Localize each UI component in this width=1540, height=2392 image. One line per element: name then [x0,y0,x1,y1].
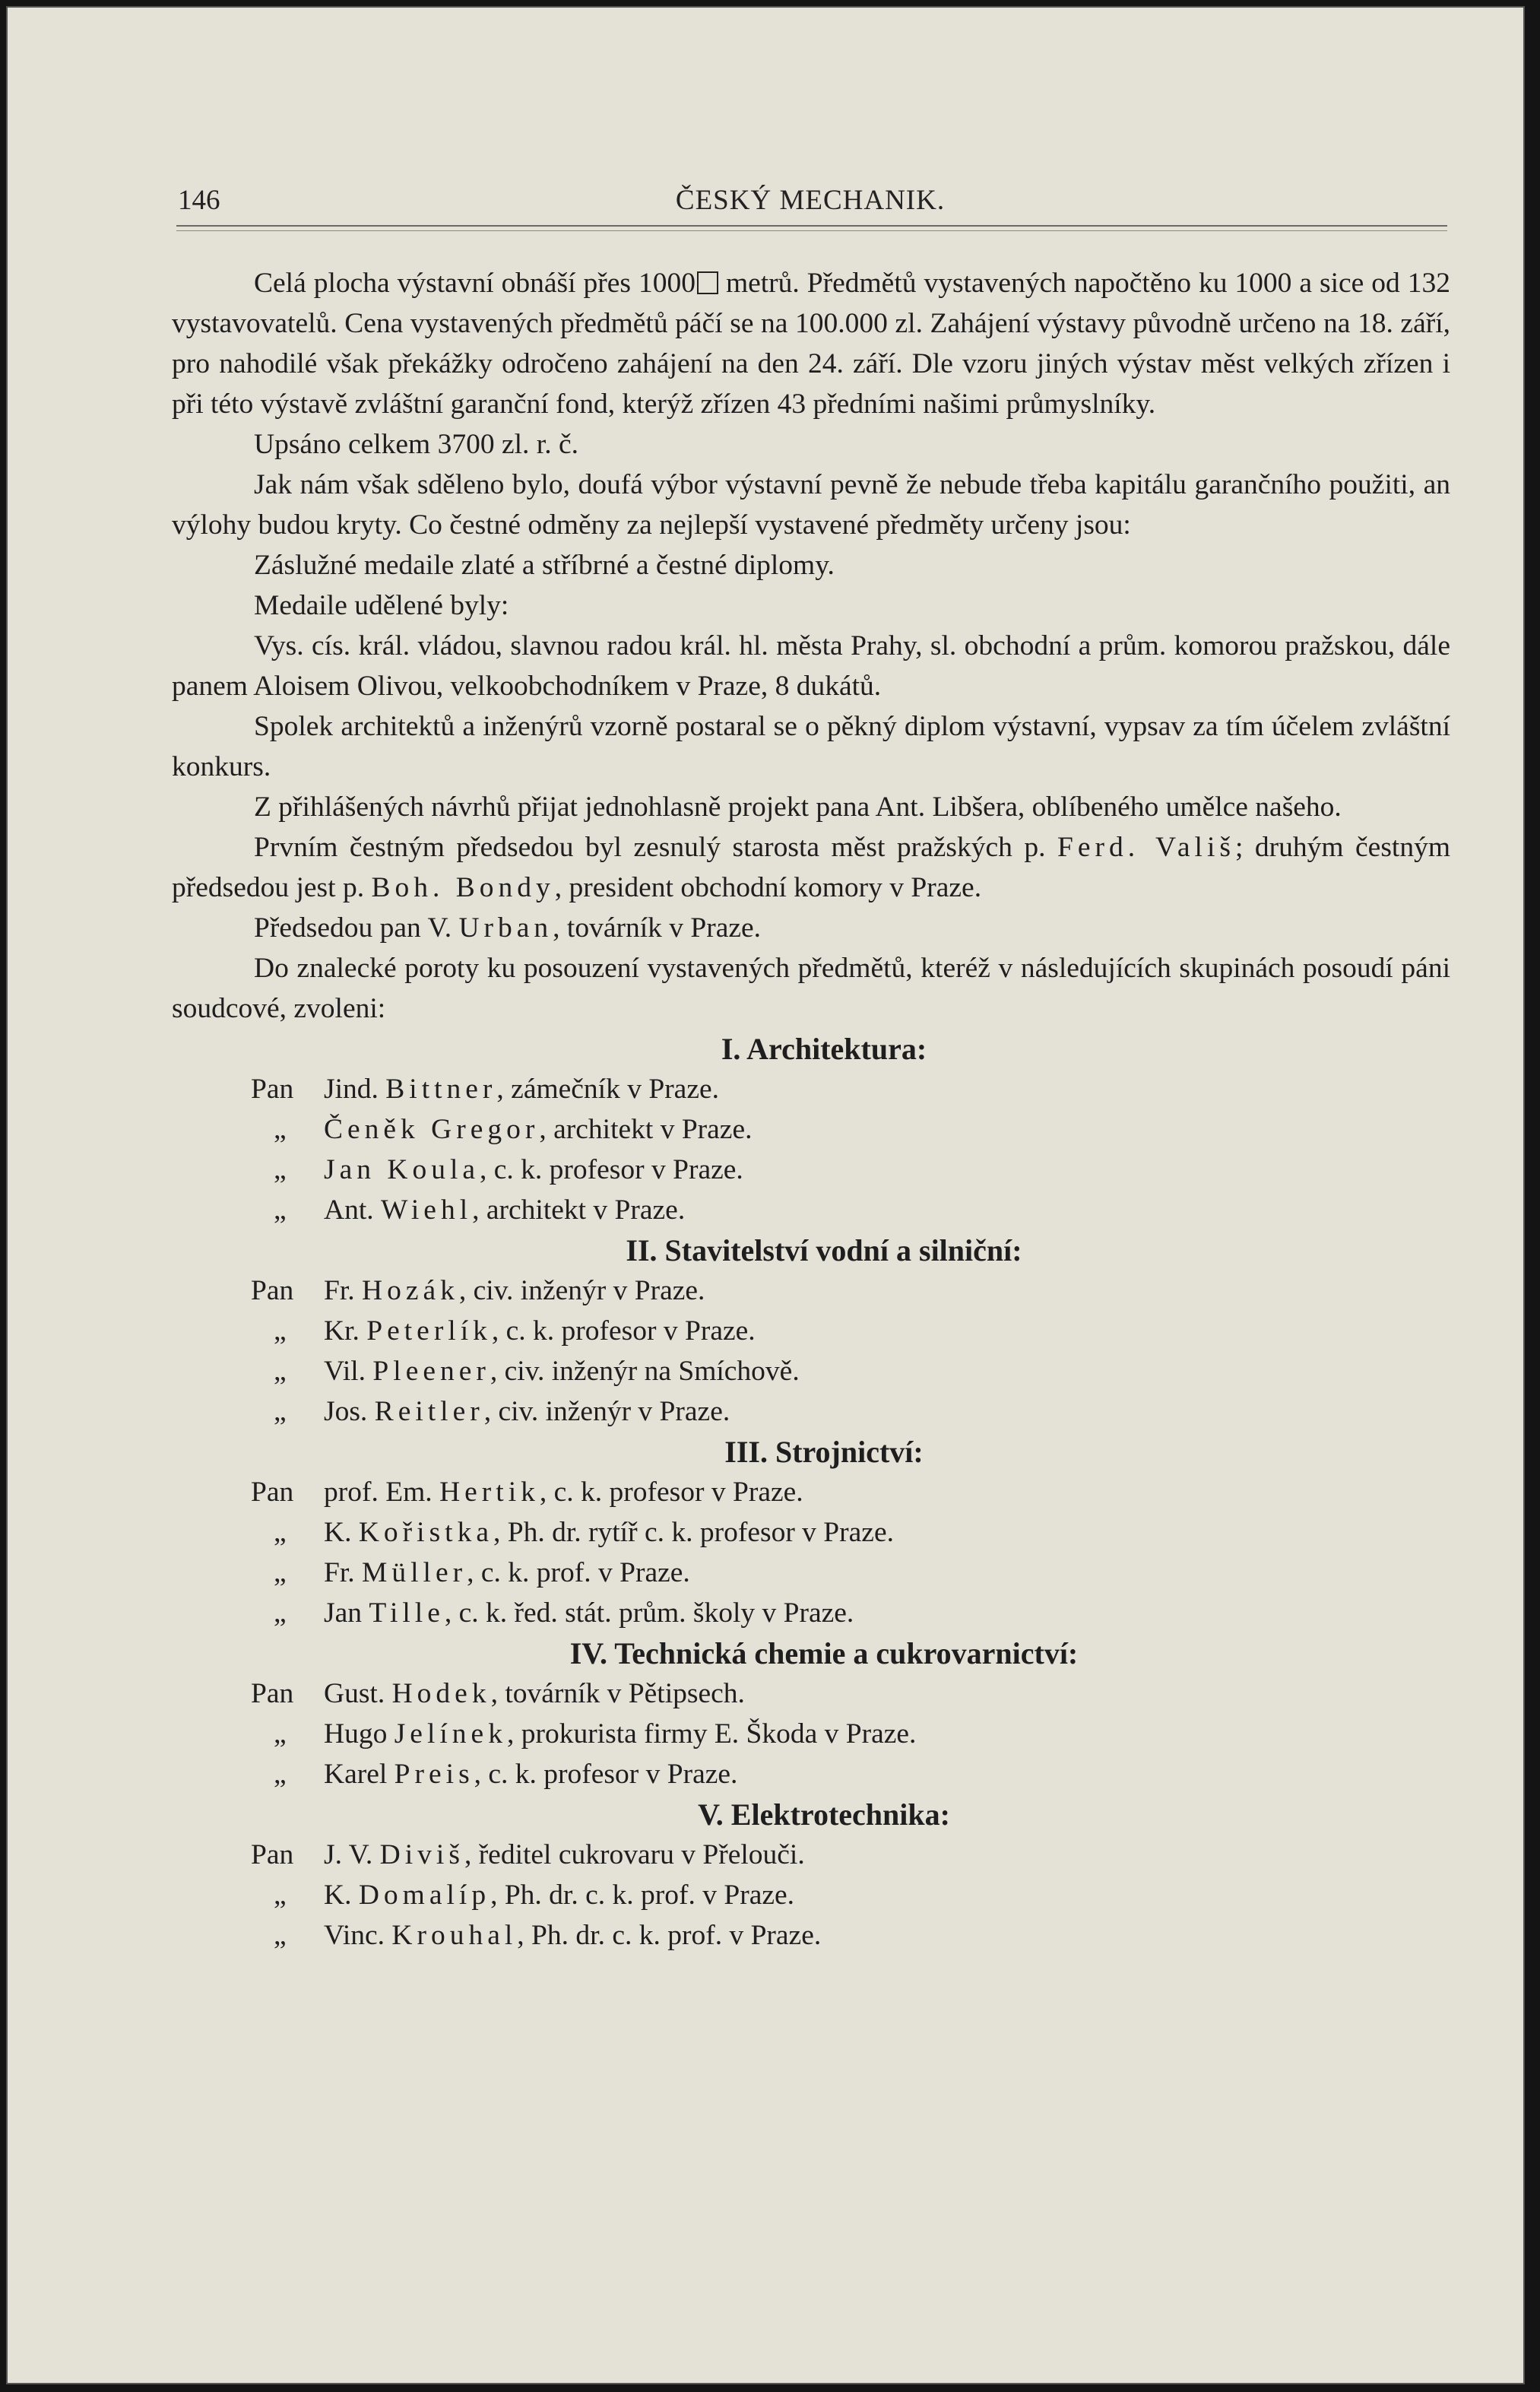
paragraph-area: Celá plocha výstavní obnáší přes 1000 metrů. Předmětů vystavených napočtěno ku 1000 a sice od 132 vystavovatelů. Cena vystavených předmětů páčí se na 100.000 zl. Zahájení výstavy původně určeno na 18. září, pro nahodilé však překážky odročeno zahájení na den 24. září. Dle vzoru jiných výstav měst velkých zřízen i při této výstavě zvláštní garanční fond, kterýž zřízen 43 předními našimi průmyslníky. [172,268,1450,420]
jury-member [172,1472,1450,1512]
member-surname: Tille [369,1597,445,1629]
member-surname: Jelínek [394,1718,507,1750]
member-surname: Kořistka [358,1517,493,1548]
member-description: , továrník v Pětipsech. [490,1678,745,1709]
paragraph-chairman: Předsedou pan V. Urban, továrník v Praze. [254,912,762,944]
member-first-name: Vinc. [324,1920,385,1951]
member-surname: Krouhal [391,1920,518,1951]
member-prefix: „ [274,1194,287,1226]
jury-member [172,1271,1450,1311]
jury-member [172,1109,1450,1150]
member-description: , civ. inženýr na Smíchově. [490,1356,800,1387]
member-prefix: Pan [251,1477,294,1508]
member-surname: Bittner [385,1074,497,1105]
member-description: , c. k. profesor v Praze. [480,1154,743,1185]
member-first-name: Ant. [324,1194,374,1226]
jury-member [172,1150,1450,1190]
member-prefix: „ [274,1597,287,1629]
member-prefix: „ [274,1114,287,1145]
member-first-name: Fr. [324,1275,355,1306]
member-description: , zámečník v Praze. [496,1074,719,1105]
paragraph-donors: Vys. cís. král. vládou, slavnou radou král. hl. města Prahy, sl. obchodní a prům. komorou pražskou, dále panem Aloisem Olivou, velkoobchodníkem v Praze, 8 dukátů. [172,630,1450,702]
member-description: , civ. inženýr v Praze. [458,1275,705,1306]
member-surname: Wiehl [381,1194,473,1226]
member-prefix: „ [274,1718,287,1750]
member-description: , c. k. profesor v Praze. [539,1477,803,1508]
member-surname: Pleener [372,1356,490,1387]
member-first-name: K. [324,1880,352,1911]
header-rule [176,225,1447,227]
article-body [172,263,1450,1956]
member-prefix: Pan [251,1275,294,1306]
member-surname: Hertik [439,1477,540,1508]
member-first-name: Vil. [324,1356,366,1387]
member-surname: Reitler [374,1396,484,1427]
jury-member [172,1311,1450,1351]
member-surname: Hodek [391,1678,491,1709]
member-prefix: Pan [251,1839,294,1870]
paragraph-diploma: Spolek architektů a inženýrů vzorně postaral se o pěkný diplom výstavní, vypsav za tím účelem zvláštní konkurs. [172,711,1450,782]
member-description: , ředitel cukrovaru v Přelouči. [464,1839,805,1870]
member-prefix: Pan [251,1678,294,1709]
member-prefix: „ [274,1920,287,1951]
paragraph-jury: Do znalecké poroty ku posouzení vystavených předmětů, kteréž v následujících skupinách posoudí páni soudcové, zvoleni: [172,953,1450,1024]
member-surname: Hozák [362,1275,459,1306]
paragraph-subscribed: Upsáno celkem 3700 zl. r. č. [254,429,578,460]
member-prefix: Pan [251,1074,294,1105]
member-first-name: prof. Em. [324,1477,433,1508]
section-heading: V. Elektrotechnika: [698,1797,950,1832]
jury-member [172,1593,1450,1633]
member-surname: Čeněk Gregor [324,1114,540,1145]
member-first-name: Kr. [324,1315,360,1347]
section-heading: II. Stavitelství vodní a silniční: [626,1233,1022,1267]
member-prefix: „ [274,1517,287,1548]
member-description: , civ. inženýr v Praze. [483,1396,730,1427]
jury-member [172,1553,1450,1593]
section-heading: IV. Technická chemie a cukrovarnictví: [569,1636,1079,1670]
member-prefix: „ [274,1154,287,1185]
jury-sections [172,1029,1450,1956]
member-description: , prokurista firmy E. Škoda v Praze. [506,1718,917,1750]
paragraph-awarded: Medaile udělené byly: [254,590,509,621]
page-number: 146 [178,185,220,216]
member-surname: Jan Koula [324,1154,480,1185]
jury-member [172,1915,1450,1956]
member-description: , c. k. profesor v Praze. [491,1315,756,1347]
member-first-name: Hugo [324,1718,388,1750]
running-title: ČESKÝ MECHANIK. [675,185,946,216]
jury-member [172,1835,1450,1875]
page-header [175,184,1446,222]
member-description: , Ph. dr. rytíř c. k. profesor v Praze. [493,1517,894,1548]
member-surname: Preis [394,1759,474,1790]
member-prefix: „ [274,1557,287,1588]
member-first-name: Karel [324,1759,388,1790]
member-surname: Peterlík [366,1315,492,1347]
member-first-name: J. V. [324,1839,373,1870]
member-description: , architekt v Praze. [539,1114,753,1145]
jury-member [172,1351,1450,1391]
member-first-name: Gust. [324,1678,385,1709]
member-description: , c. k. profesor v Praze. [474,1759,738,1790]
member-prefix: „ [274,1880,287,1911]
section-heading: III. Strojnictví: [724,1435,924,1469]
member-description: , Ph. dr. c. k. prof. v Praze. [517,1920,822,1951]
member-prefix: „ [274,1315,287,1347]
member-first-name: K. [324,1517,352,1548]
document-page [6,6,1525,2384]
header-rule-thin [176,230,1447,231]
member-prefix: „ [274,1759,287,1790]
member-description: , c. k. řed. stát. prům. školy v Praze. [444,1597,854,1629]
jury-member [172,1673,1450,1714]
member-prefix: „ [274,1396,287,1427]
jury-member [172,1190,1450,1230]
member-surname: Diviš [379,1839,464,1870]
member-first-name: Jind. [324,1074,379,1105]
member-description: , c. k. prof. v Praze. [467,1557,690,1588]
section-heading: I. Architektura: [721,1032,927,1066]
member-first-name: Jan [324,1597,362,1629]
jury-member [172,1512,1450,1553]
square-meter-symbol-icon [697,271,718,294]
member-first-name: Fr. [324,1557,355,1588]
member-first-name: Jos. [324,1396,368,1427]
member-surname: Müller [362,1557,467,1588]
member-surname: Domalíp [358,1880,491,1911]
paragraph-honorary-chairs: Prvním čestným předsedou byl zesnulý starosta měst pražských p. Ferd. Vališ; druhým čestným předsedou jest p. Boh. Bondy, president obchodní komory v Praze. [172,832,1450,903]
jury-member [172,1069,1450,1109]
jury-member [172,1391,1450,1432]
member-description: , architekt v Praze. [472,1194,686,1226]
jury-member [172,1714,1450,1754]
member-description: , Ph. dr. c. k. prof. v Praze. [490,1880,794,1911]
member-prefix: „ [274,1356,287,1387]
paragraph-competition: Z přihlášených návrhů přijat jednohlasně projekt pana Ant. Libšera, oblíbeného umělce našeho. [254,792,1342,823]
paragraph-guarantee: Jak nám však sděleno bylo, doufá výbor výstavní pevně že nebude třeba kapitálu garančního použiti, an výlohy budou kryty. Co čestné odměny za nejlepší vystavené předměty určeny jsou: [172,469,1450,541]
paragraph-medals: Záslužné medaile zlaté a stříbrné a čestné diplomy. [254,550,835,581]
jury-member [172,1754,1450,1794]
jury-member [172,1875,1450,1915]
